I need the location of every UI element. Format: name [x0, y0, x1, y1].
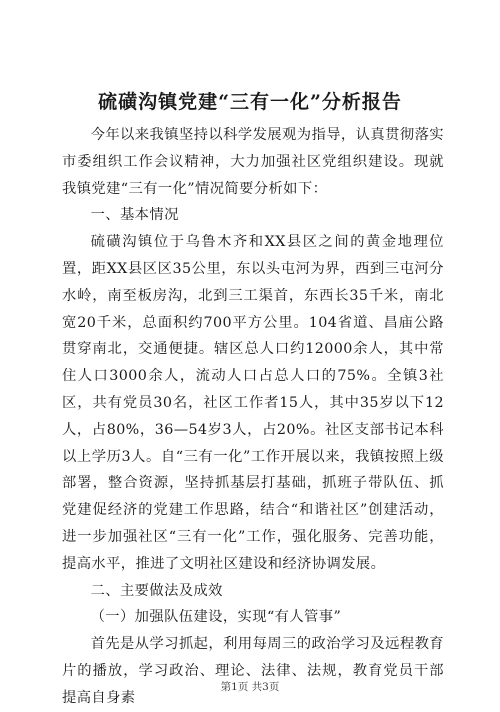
basic-situation-paragraph: 硫磺沟镇位于乌鲁木齐和XX县区之间的黄金地理位置，距XX县区区35公里，东以头屯河为界，西到三屯河分水岭，南至板房沟，北到三工渠首，东西长35千米，南北宽20千米，总面积约700平方公里。104省道、昌庙公路贯穿南北，交通便捷。辖区总人口约12000余人，其中常住人口3000余人，流动人口占总人口的75%。全镇3社区，共有党员30名，社区工作者15人，其中35岁以下12人，占80%，36—54岁3人，占20%。社区支部书记本科以上学历3人。自“三有一化”工作开展以来，我镇按照上级部署，整合资源，坚持抓基层打基础，抓班子带队伍、抓党建促经济的党建工作思路，结合“和谐社区”创建活动，进一步加强社区“三有一化”工作，强化服务、完善功能，提高水平，推进了文明社区建设和经济协调发展。	[62, 234, 444, 572]
page-footer: 第1页 共3页	[220, 681, 280, 693]
section-heading-main-practices: 二、主要做法及成效	[90, 582, 223, 599]
section-heading-basic-situation: 一、基本情况	[90, 207, 179, 224]
intro-paragraph: 今年以来我镇坚持以科学发展观为指导，认真贯彻落实市委组织工作会议精神，大力加强社区党组织建设。现就我镇党建“三有一化”情况简要分析如下：	[62, 127, 444, 197]
document-body	[62, 122, 444, 712]
subsection-heading-team-building: （一）加强队伍建设，实现“有人管事”	[90, 609, 342, 626]
document-title: 硫磺沟镇党建“三有一化”分析报告	[98, 91, 402, 113]
team-building-paragraph: 首先是从学习抓起，利用每周三的政治学习及远程教育片的播放，学习政治、理论、法律、法规，教育党员干部提高自身素	[62, 636, 444, 706]
